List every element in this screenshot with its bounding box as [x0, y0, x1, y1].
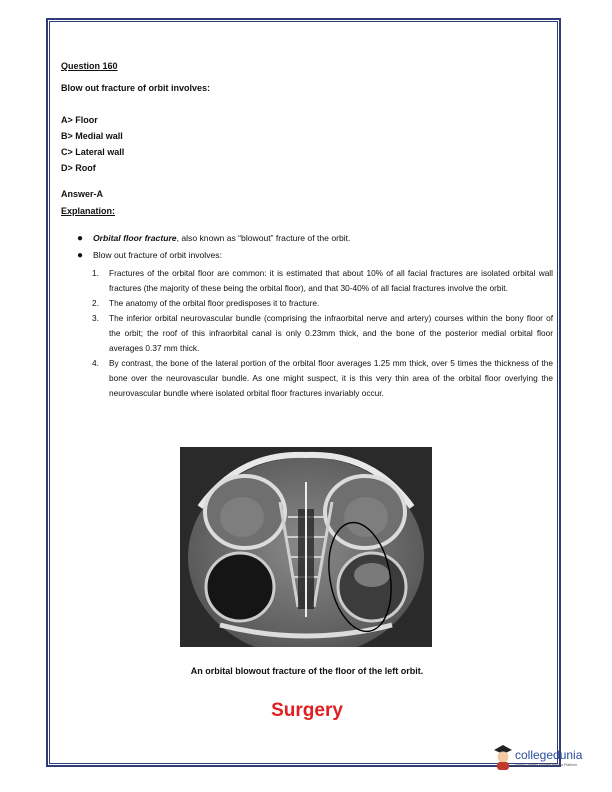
bullet-dot-icon: ● [77, 250, 84, 261]
bullet-item [61, 232, 553, 245]
list-number: 2. [92, 298, 99, 308]
explanation-bullets [61, 232, 553, 262]
question-content [61, 60, 553, 401]
question-title: Question 160 [61, 61, 118, 71]
list-item [92, 296, 553, 311]
list-item-text: The inferior orbital neurovascular bundle (comprising the infraorbital nerve and artery) courses within the bony floor of the orbit; the roof of this infraorbital canal is only 0.23mm thick, and the bone of the posterior medial orbital floor averages 0.37 mm thick. [109, 313, 553, 353]
list-item [92, 266, 553, 296]
bullet-text: , also known as “blowout” fracture of the orbit. [176, 233, 351, 243]
bullet-dot-icon: ● [77, 233, 84, 244]
options-list [61, 114, 553, 178]
option-d: D> Roof [61, 163, 96, 173]
option-c: C> Lateral wall [61, 147, 125, 157]
bullet-item [61, 249, 553, 262]
bullet-text: Blow out fracture of orbit involves: [93, 250, 222, 260]
list-number: 1. [92, 268, 99, 278]
figure-caption: An orbital blowout fracture of the floor of the left orbit. [190, 666, 424, 676]
option-a: A> Floor [61, 115, 98, 125]
list-item-text: By contrast, the bone of the lateral portion of the orbital floor averages 1.25 mm thick, over 5 times the thickness of the bone over the neurovascular bundle. As one might suspect, it is this very thin area of the orbital floor overlying the neurovascular bundle where isolated orbital floor fractures invariably occur. [109, 358, 553, 398]
question-text: Blow out fracture of orbit involves: [61, 83, 211, 93]
brand-logo [493, 744, 593, 774]
brand-name: collegedunia [515, 748, 583, 762]
graduate-mascot-icon [493, 744, 513, 770]
list-item-text: Fractures of the orbital floor are common: it is estimated that about 10% of all facial fractures are isolated orbital wall fractures (the majority of these being the orbital floor), and that 30-40% of all facial fractures involve the orbit. [109, 268, 553, 293]
list-number: 4. [92, 358, 99, 368]
list-number: 3. [92, 313, 99, 323]
option-b: B> Medial wall [61, 131, 123, 141]
subject-label: Surgery [271, 700, 343, 721]
numbered-points [61, 266, 553, 401]
list-item-text: The anatomy of the orbital floor predisposes it to fracture. [109, 298, 320, 308]
bullet-term: Orbital floor fracture [93, 233, 177, 243]
list-item [92, 311, 553, 356]
brand-tagline: India's Largest Student Review Platform [515, 763, 578, 767]
answer: Answer-A [61, 189, 104, 199]
explanation-label: Explanation: [61, 206, 116, 216]
list-item [92, 356, 553, 401]
ct-scan-image [180, 447, 432, 647]
